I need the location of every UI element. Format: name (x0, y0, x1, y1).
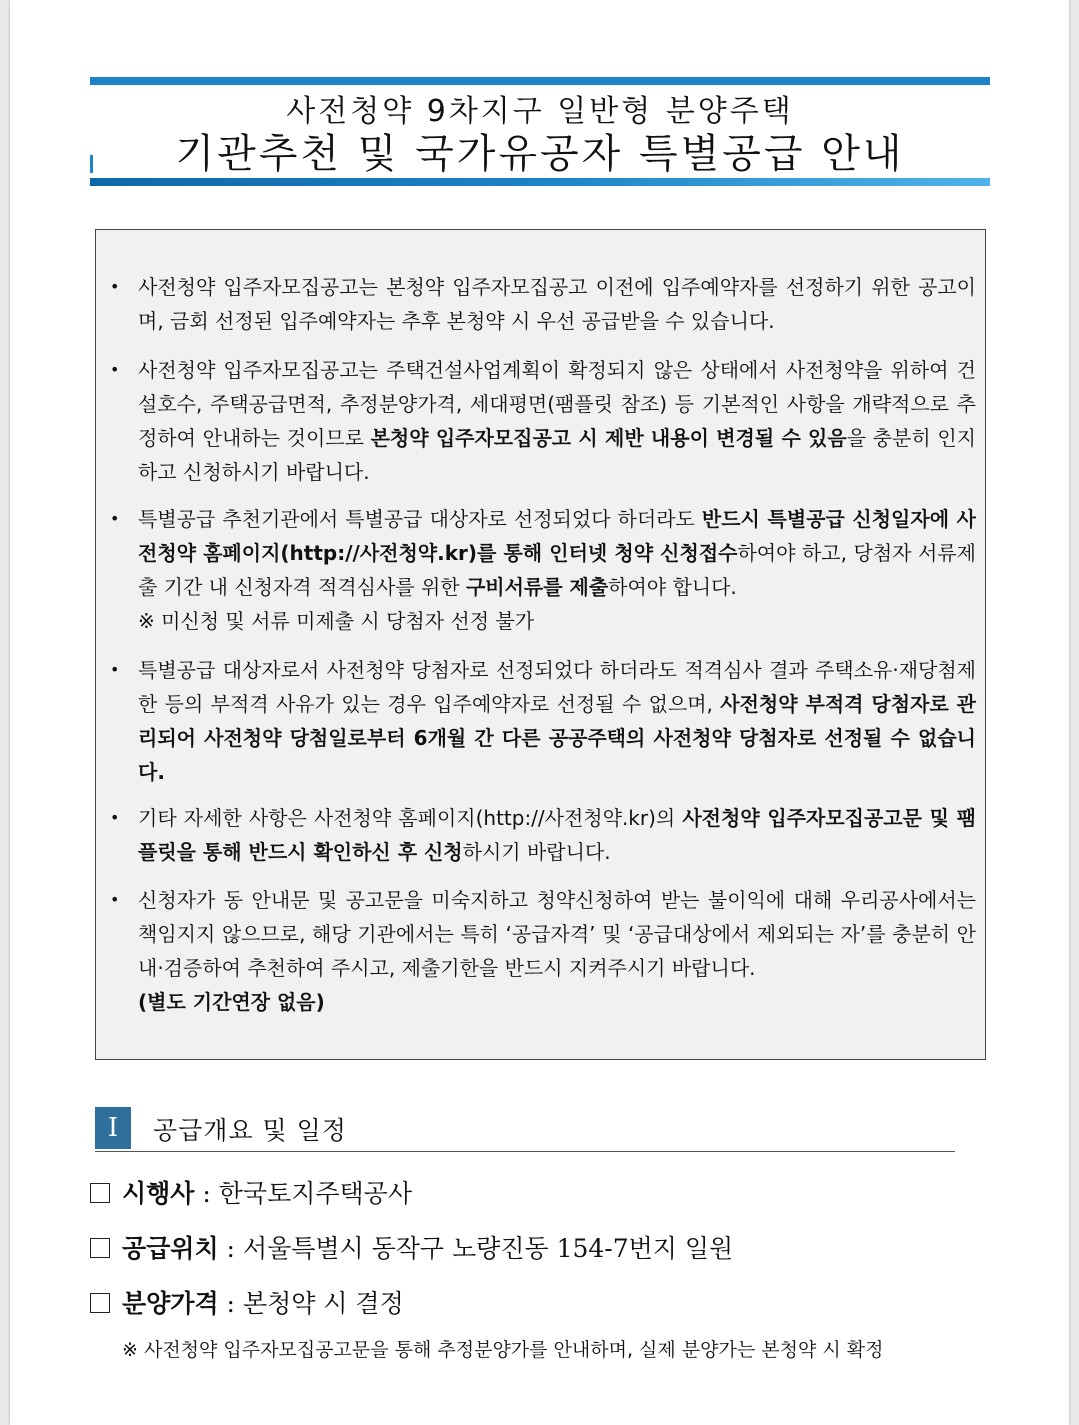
bullet-dot: • (110, 808, 120, 827)
notice-box (95, 229, 986, 1060)
notice-item-1 (110, 270, 976, 338)
notice-text (138, 353, 976, 489)
body-text: 을 충분히 인지하고 신청하시기 바랍니다. (138, 426, 977, 484)
notice-text (138, 801, 976, 869)
bullet-dot: • (110, 509, 120, 528)
bullet-dot: • (110, 277, 120, 296)
emphasis-text: 구비서류를 제출 (465, 575, 609, 599)
overview-item-location (90, 1229, 733, 1265)
body-text: 특별공급 대상자로서 사전청약 당첨자로 선정되었다 하더라도 적격심사 결과 주택소유·재당첨제한 등의 부적격 사유가 있는 경우 입주예약자로 선정될 수 없으며, (138, 658, 976, 716)
section-title: 공급개요 및 일정 (153, 1116, 347, 1145)
notice-item-2 (110, 353, 976, 489)
overview-label: 공급위치 (122, 1234, 219, 1263)
checkbox-icon (90, 1238, 110, 1258)
notice-subnote: (별도 기간연장 없음) (138, 990, 325, 1014)
bullet-dot: • (110, 890, 120, 909)
body-text: 특별공급 추천기관에서 특별공급 대상자로 선정되었다 하더라도 (138, 507, 702, 531)
body-text: 신청자가 동 안내문 및 공고문을 미숙지하고 청약신청하여 받는 불이익에 대해 우리공사에서는 책임지지 않으므로, 해당 기관에서는 특히 ‘공급자격’ 및 ‘공급대상에서 제외되는 자’를 충분히 안내·검증하여 추천하여 주시고, 제출기한을 반드시 지켜주시기 바랍니다. (138, 888, 976, 980)
notice-item-3 (110, 502, 976, 638)
document-page (10, 0, 1069, 1425)
body-text: 하여야 하고, 당첨자 서류제출 기간 내 신청자격 적격심사를 위한 (138, 541, 976, 599)
bullet-dot: • (110, 360, 120, 379)
notice-item-5 (110, 801, 976, 869)
notice-item-6 (110, 883, 976, 1019)
overview-separator: : (194, 1179, 219, 1208)
overview-separator: : (218, 1234, 243, 1263)
emphasis-text: 사전청약 부적격 당첨자로 관리되어 사전청약 당첨일로부터 6개월 간 다른 공공주택의 사전청약 당첨자로 선정될 수 없습니다. (138, 692, 976, 784)
notice-text (138, 883, 976, 985)
overview-value: 본청약 시 결정 (242, 1289, 404, 1318)
notice-text (138, 502, 976, 604)
checkbox-icon (90, 1293, 110, 1313)
body-text: 하시기 바랍니다. (462, 840, 611, 864)
overview-separator: : (218, 1289, 243, 1318)
notice-item-4 (110, 653, 976, 789)
title-top-rule (90, 77, 990, 85)
section-number-badge: I (95, 1107, 131, 1149)
emphasis-text: 반드시 특별공급 신청일자에 사전청약 홈페이지(http://사전청약.kr)를 통해 인터넷 청약 신청접수 (138, 507, 976, 565)
overview-label: 시행사 (122, 1179, 195, 1208)
body-text: 사전청약 입주자모집공고는 주택건설사업계획이 확정되지 않은 상태에서 사전청약을 위하여 건설호수, 주택공급면적, 추정분양가격, 세대평면(팸플릿 참조) 등 기본적인 사항을 개략적으로 추정하여 안내하는 것이므로 (138, 358, 976, 450)
body-text: 사전청약 입주자모집공고는 본청약 입주자모집공고 이전에 입주예약자를 선정하기 위한 공고이며, 금회 선정된 입주예약자는 추후 본청약 시 우선 공급받을 수 있습니다. (138, 275, 976, 333)
body-text: 하여야 합니다. (608, 575, 737, 599)
bullet-dot: • (110, 660, 120, 679)
overview-value: 한국토지주택공사 (218, 1179, 412, 1208)
overview-value: 서울특별시 동작구 노량진동 154-7번지 일원 (242, 1234, 734, 1263)
title-side-tick (90, 155, 93, 173)
emphasis-text: 본청약 입주자모집공고 시 제반 내용이 변경될 수 있음 (370, 426, 847, 450)
notice-text (138, 653, 976, 789)
section-header (95, 1107, 955, 1152)
emphasis-text: 사전청약 입주자모집공고문 및 팸플릿을 통해 반드시 확인하신 후 신청 (138, 806, 976, 864)
overview-item-price (90, 1284, 404, 1320)
title-bottom-rule (90, 178, 990, 186)
notice-subnote: ※ 미신청 및 서류 미제출 시 당첨자 선정 불가 (138, 609, 535, 633)
checkbox-icon (90, 1183, 110, 1203)
notice-text (138, 270, 976, 338)
title-line-1: 사전청약 9차지구 일반형 분양주택 (286, 94, 794, 129)
overview-label: 분양가격 (122, 1289, 219, 1318)
body-text: 기타 자세한 사항은 사전청약 홈페이지(http://사전청약.kr)의 (138, 806, 683, 830)
title-line-2: 기관추천 및 국가유공자 특별공급 안내 (175, 131, 905, 177)
overview-item-operator (90, 1174, 412, 1210)
price-note: ※ 사전청약 입주자모집공고문을 통해 추정분양가를 안내하며, 실제 분양가는 본청약 시 확정 (122, 1339, 884, 1361)
